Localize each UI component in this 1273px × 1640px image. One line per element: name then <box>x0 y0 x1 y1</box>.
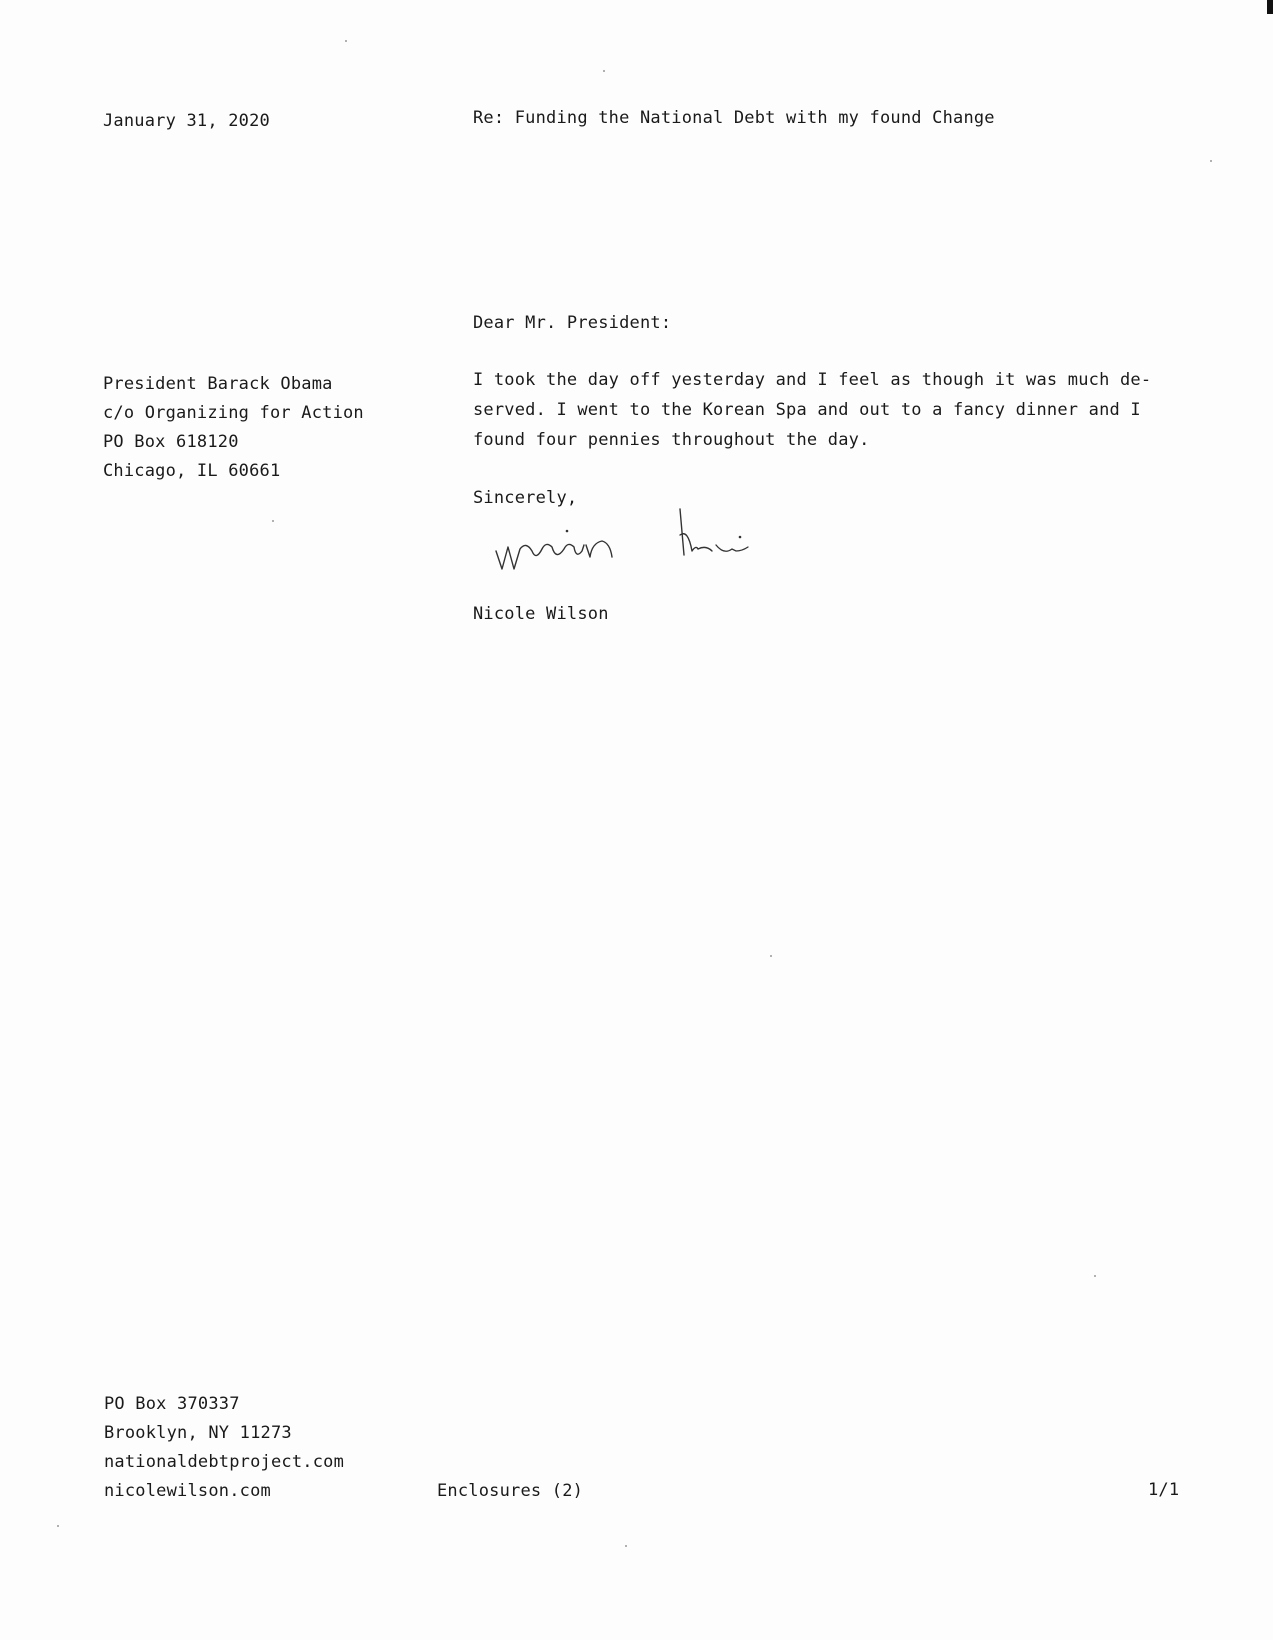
return-address-line: Brooklyn, NY 11273 <box>104 1423 292 1443</box>
scan-edge-mark <box>1267 0 1273 14</box>
scan-speck <box>770 955 772 957</box>
body-line: found four pennies throughout the day. <box>473 430 870 450</box>
scan-speck <box>603 70 605 72</box>
recipient-line: c/o Organizing for Action <box>103 403 364 423</box>
scan-speck <box>1094 1275 1096 1277</box>
body-line: I took the day off yesterday and I feel as though it was much de- <box>473 370 1152 390</box>
scan-speck <box>625 1545 627 1547</box>
scan-speck <box>272 520 274 522</box>
return-address-line: nicolewilson.com <box>104 1481 271 1501</box>
recipient-line: Chicago, IL 60661 <box>103 461 281 481</box>
body-paragraph <box>473 366 1153 456</box>
salutation: Dear Mr. President: <box>473 313 672 333</box>
enclosures-note: Enclosures (2) <box>437 1481 584 1501</box>
return-address-line: nationaldebtproject.com <box>104 1452 345 1472</box>
letter-date: January 31, 2020 <box>103 111 270 131</box>
scan-speck <box>57 1525 59 1527</box>
letter-subject: Re: Funding the National Debt with my found Change <box>473 108 995 128</box>
return-address <box>104 1390 344 1506</box>
signature-image <box>492 505 772 585</box>
closing: Sincerely, <box>473 488 578 508</box>
recipient-line: PO Box 618120 <box>103 432 239 452</box>
scan-speck <box>345 40 347 42</box>
body-line: served. I went to the Korean Spa and out to a fancy dinner and I <box>473 400 1141 420</box>
scan-speck <box>1210 160 1212 162</box>
page-number: 1/1 <box>1148 1480 1180 1500</box>
sender-name: Nicole Wilson <box>473 604 609 624</box>
return-address-line: PO Box 370337 <box>104 1394 240 1414</box>
recipient-address <box>103 370 364 486</box>
recipient-line: President Barack Obama <box>103 374 333 394</box>
